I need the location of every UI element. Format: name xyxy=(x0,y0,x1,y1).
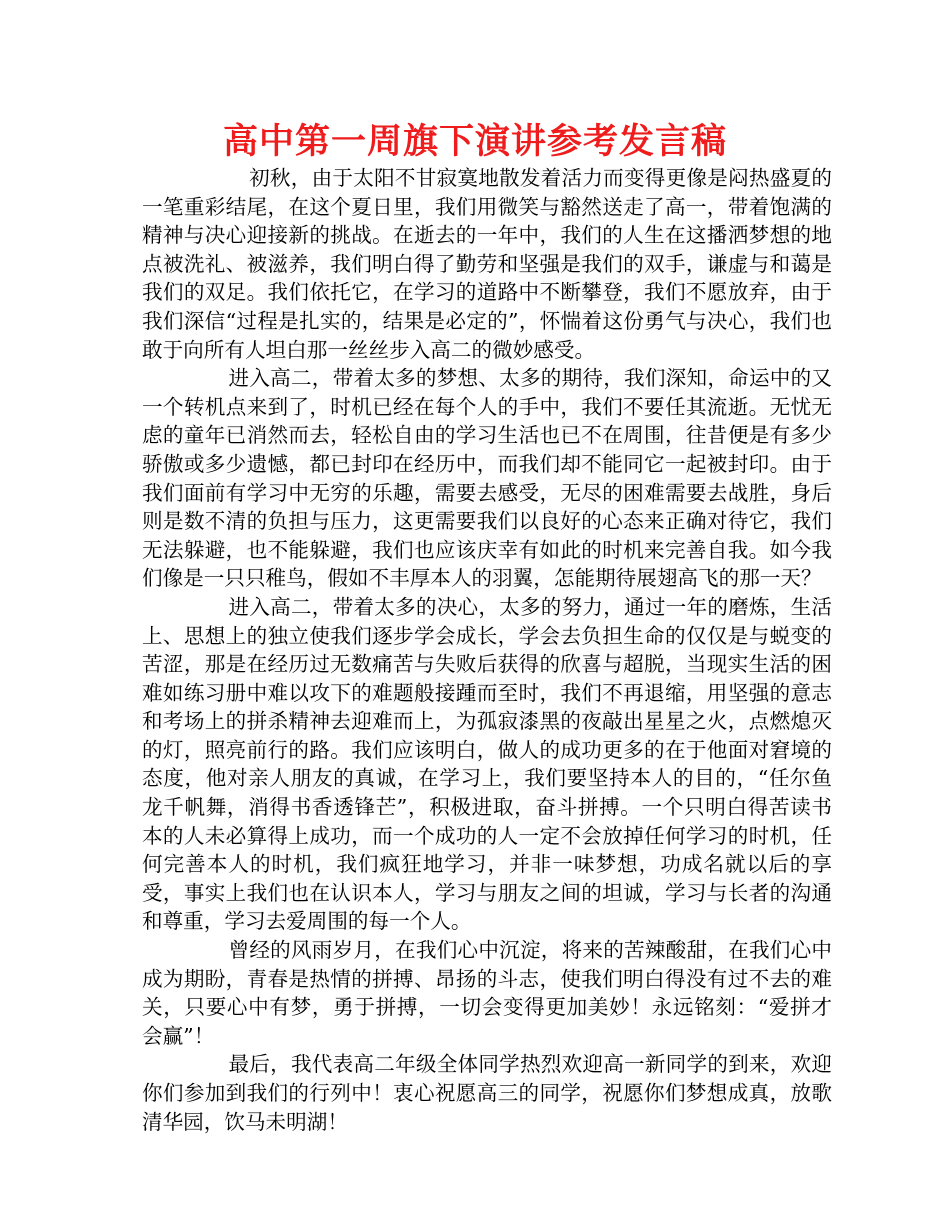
document-title: 高中第一周旗下演讲参考发言稿 xyxy=(222,122,727,162)
paragraph-3: 进入高二，带着太多的决心，太多的努力，通过一年的磨炼，生活上、思想上的独立使我们逐步学会成长，学会去负担生命的仅仅是与蜕变的苦涩，那是在经历过无数痛苦与失败后获得的欣喜与超脱，当现实生活的困难如练习册中难以攻下的难题般接踵而至时，我们不再退缩，用坚强的意志和考场上的拼杀精神去迎难而上，为孤寂漆黑的夜敲出星星之火，点燃熄灭的灯，照亮前行的路。我们应该明白，做人的成功更多的在于他面对窘境的态度，他对亲人朋友的真诚，在学习上，我们要坚持本人的目的，“任尔鱼龙千帆舞，消得书香透锋芒”，积极进取，奋斗拼搏。一个只明白得苦读书本的人未必算得上成功，而一个成功的人一定不会放掉任何学习的时机，任何完善本人的时机，我们疯狂地学习，并非一味梦想，功成名就以后的享受，事实上我们也在认识本人，学习与朋友之间的坦诚，学习与长者的沟通和尊重，学习去爱周围的每一个人。 xyxy=(142,594,832,934)
paragraph-5: 最后，我代表高二年级全体同学热烈欢迎高一新同学的到来，欢迎你们参加到我们的行列中！衷心祝愿高三的同学，祝愿你们梦想成真，放歌清华园，饮马未明湖！ xyxy=(142,1052,832,1134)
document-body xyxy=(142,164,832,1136)
paragraph-2: 进入高二，带着太多的梦想、太多的期待，我们深知，命运中的又一个转机点来到了，时机已经在每个人的手中，我们不要任其流逝。无忧无虑的童年已消然而去，轻松自由的学习生活也已不在周围，往昔便是有多少骄傲或多少遗憾，都已封印在经历中，而我们却不能同它一起被封印。由于我们面前有学习中无穷的乐趣，需要去感受，无尽的困难需要去战胜，身后则是数不清的负担与压力，这更需要我们以良好的心态来正确对待它，我们无法躲避，也不能躲避，我们也应该庆幸有如此的时机来完善自我。如今我们像是一只只稚鸟，假如不丰厚本人的羽翼，怎能期待展翅高飞的那一天？ xyxy=(142,366,832,591)
paragraph-4: 曾经的风雨岁月，在我们心中沉淀，将来的苦辣酸甜，在我们心中成为期盼，青春是热情的拼搏、昂扬的斗志，使我们明白得没有过不去的难关，只要心中有梦，勇于拼搏，一切会变得更加美妙！永远铭刻：“爱拼才会赢”！ xyxy=(142,938,832,1048)
paragraph-1: 初秋，由于太阳不甘寂寞地散发着活力而变得更像是闷热盛夏的一笔重彩结尾，在这个夏日里，我们用微笑与豁然送走了高一，带着饱满的精神与决心迎接新的挑战。在逝去的一年中，我们的人生在这播洒梦想的地点被洗礼、被滋养，我们明白得了勤劳和坚强是我们的双手，谦虚与和蔼是我们的双足。我们依托它，在学习的道路中不断攀登，我们不愿放弃，由于我们深信“过程是扎实的，结果是必定的”，怀惴着这份勇气与决心，我们也敢于向所有人坦白那一丝丝步入高二的微妙感受。 xyxy=(142,166,832,362)
